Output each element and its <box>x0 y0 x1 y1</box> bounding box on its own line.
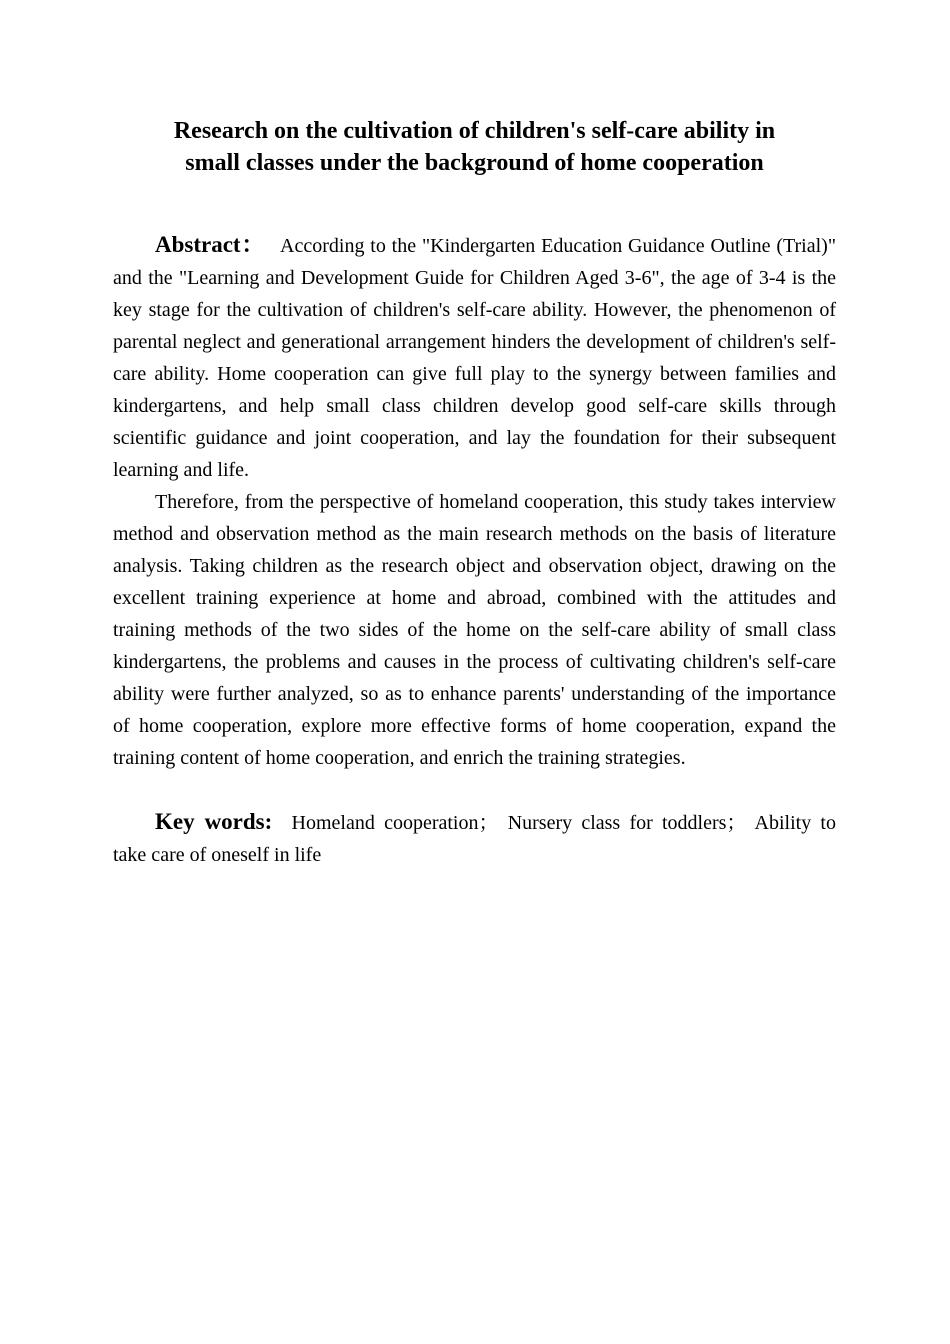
page-title <box>113 115 836 179</box>
page-title-line-2: small classes under the background of home cooperation <box>185 150 764 176</box>
abstract-label: Abstract： <box>155 232 266 257</box>
page-title-line-1: Research on the cultivation of children's self-care ability in <box>173 118 776 144</box>
abstract-paragraph <box>113 229 836 486</box>
abstract-text: According to the "Kindergarten Education Guidance Outline (Trial)" and the "Learning and Development Guide for Children Aged 3-6", the age of 3-4 is the key stage for the cultivation of children's self-care ability. However, the phenomenon of parental neglect and generational arrangement hinders the development of children's self-care ability. Home cooperation can give full play to the synergy between families and kindergartens, and help small class children develop good self-care skills through scientific guidance and joint cooperation, and lay the foundation for their subsequent learning and life. <box>113 235 836 481</box>
methodology-paragraph: Therefore, from the perspective of homeland cooperation, this study takes interview method and observation method as the main research methods on the basis of literature analysis. Taking children as the research object and observation object, drawing on the excellent training experience at home and abroad, combined with the attitudes and training methods of the two sides of the home on the self-care ability of small class kindergartens, the problems and causes in the process of cultivating children's self-care ability were further analyzed, so as to enhance parents' understanding of the importance of home cooperation, explore more effective forms of home cooperation, expand the training content of home cooperation, and enrich the training strategies. <box>113 491 836 769</box>
keywords-text: Homeland cooperation； Nursery class for toddlers； Ability to take care of oneself in life <box>113 812 836 866</box>
keywords-label: Key words: <box>155 809 273 834</box>
keywords-paragraph <box>113 806 836 871</box>
